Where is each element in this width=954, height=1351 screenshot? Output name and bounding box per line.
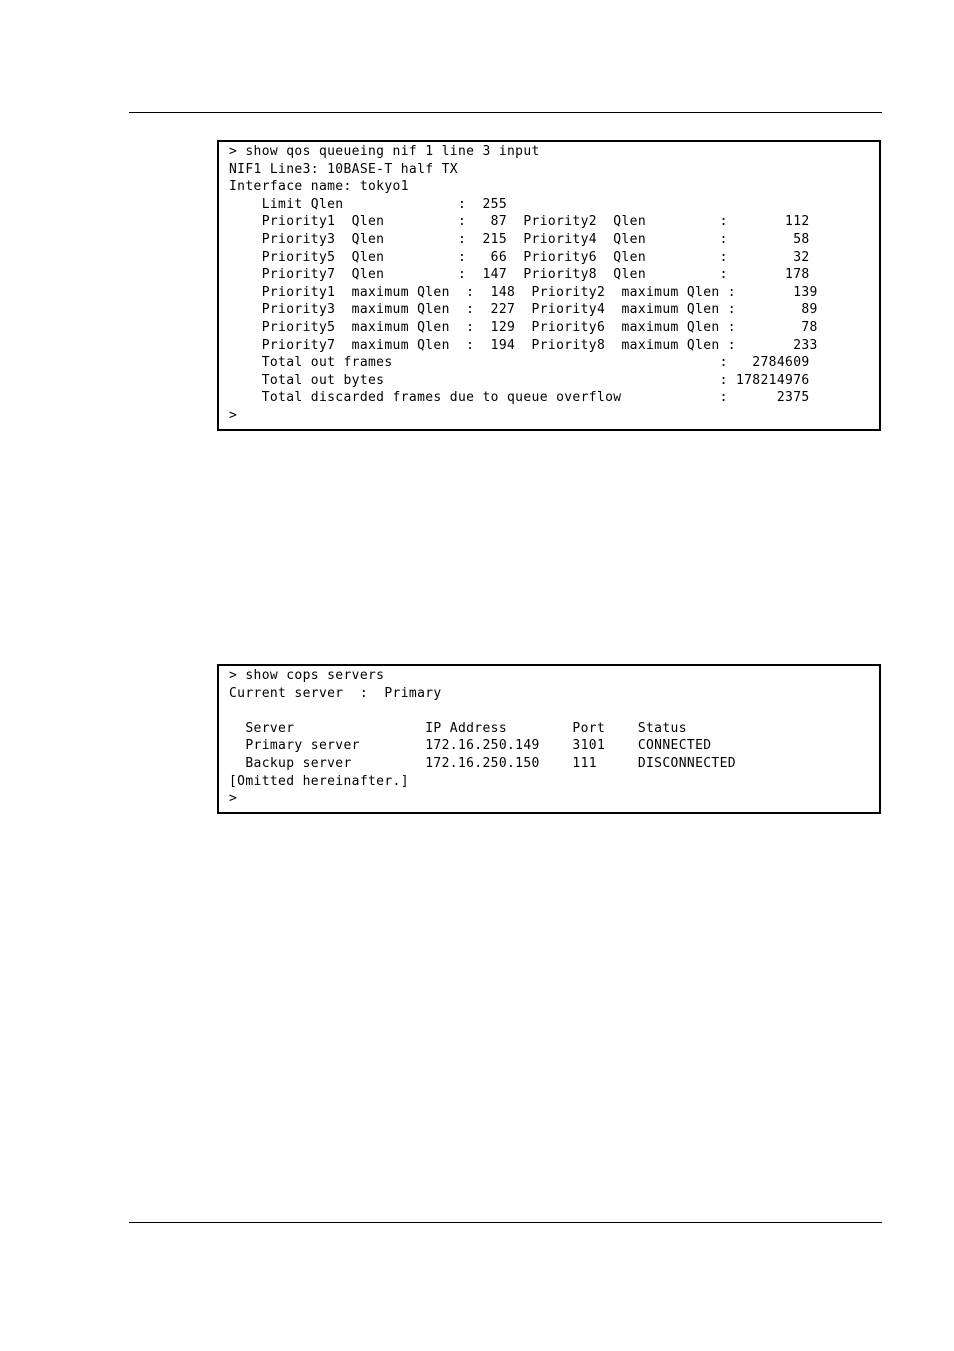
terminal-line: NIF1 Line3: 10BASE-T half TX xyxy=(229,161,458,177)
terminal-prompt: > xyxy=(229,407,238,423)
terminal-line: Priority7 maximum Qlen : 194 Priority8 maximum Qlen : 233 xyxy=(229,337,818,353)
terminal-line: Priority7 Qlen : 147 Priority8 Qlen : 178 xyxy=(229,267,810,283)
terminal-line: Total discarded frames due to queue overflow : 2375 xyxy=(229,390,810,406)
terminal-line: Backup server 172.16.250.150 111 DISCONNECTED xyxy=(229,755,736,771)
terminal-line: > show cops servers xyxy=(229,668,385,683)
terminal-line: Priority5 maximum Qlen : 129 Priority6 maximum Qlen : 78 xyxy=(229,319,818,335)
cops-servers-terminal xyxy=(217,664,881,814)
terminal-line: Limit Qlen : 255 xyxy=(229,196,508,212)
terminal-line: Priority1 maximum Qlen : 148 Priority2 maximum Qlen : 139 xyxy=(229,284,818,300)
terminal-line: Current server : Primary xyxy=(229,685,442,701)
terminal-line: Priority1 Qlen : 87 Priority2 Qlen : 112 xyxy=(229,214,810,230)
terminal-line: Priority3 maximum Qlen : 227 Priority4 maximum Qlen : 89 xyxy=(229,302,818,318)
terminal-line: Interface name: tokyo1 xyxy=(229,179,409,195)
terminal-line xyxy=(229,702,736,720)
terminal-prompt: > xyxy=(229,791,238,807)
terminal-line: [Omitted hereinafter.] xyxy=(229,773,409,789)
terminal-line: Total out frames : 2784609 xyxy=(229,355,810,371)
terminal-line: > show qos queueing nif 1 line 3 input xyxy=(229,144,540,159)
qos-queueing-terminal xyxy=(217,140,881,431)
qos-terminal-lines xyxy=(229,143,818,425)
header-rule xyxy=(129,112,882,113)
cops-terminal-lines xyxy=(229,667,736,808)
terminal-line: Primary server 172.16.250.149 3101 CONNECTED xyxy=(229,738,712,754)
terminal-line: Priority3 Qlen : 215 Priority4 Qlen : 58 xyxy=(229,231,810,247)
terminal-line: Total out bytes : 178214976 xyxy=(229,372,810,388)
terminal-line: Server IP Address Port Status xyxy=(229,720,687,736)
footer-rule xyxy=(129,1222,882,1223)
terminal-line: Priority5 Qlen : 66 Priority6 Qlen : 32 xyxy=(229,249,810,265)
